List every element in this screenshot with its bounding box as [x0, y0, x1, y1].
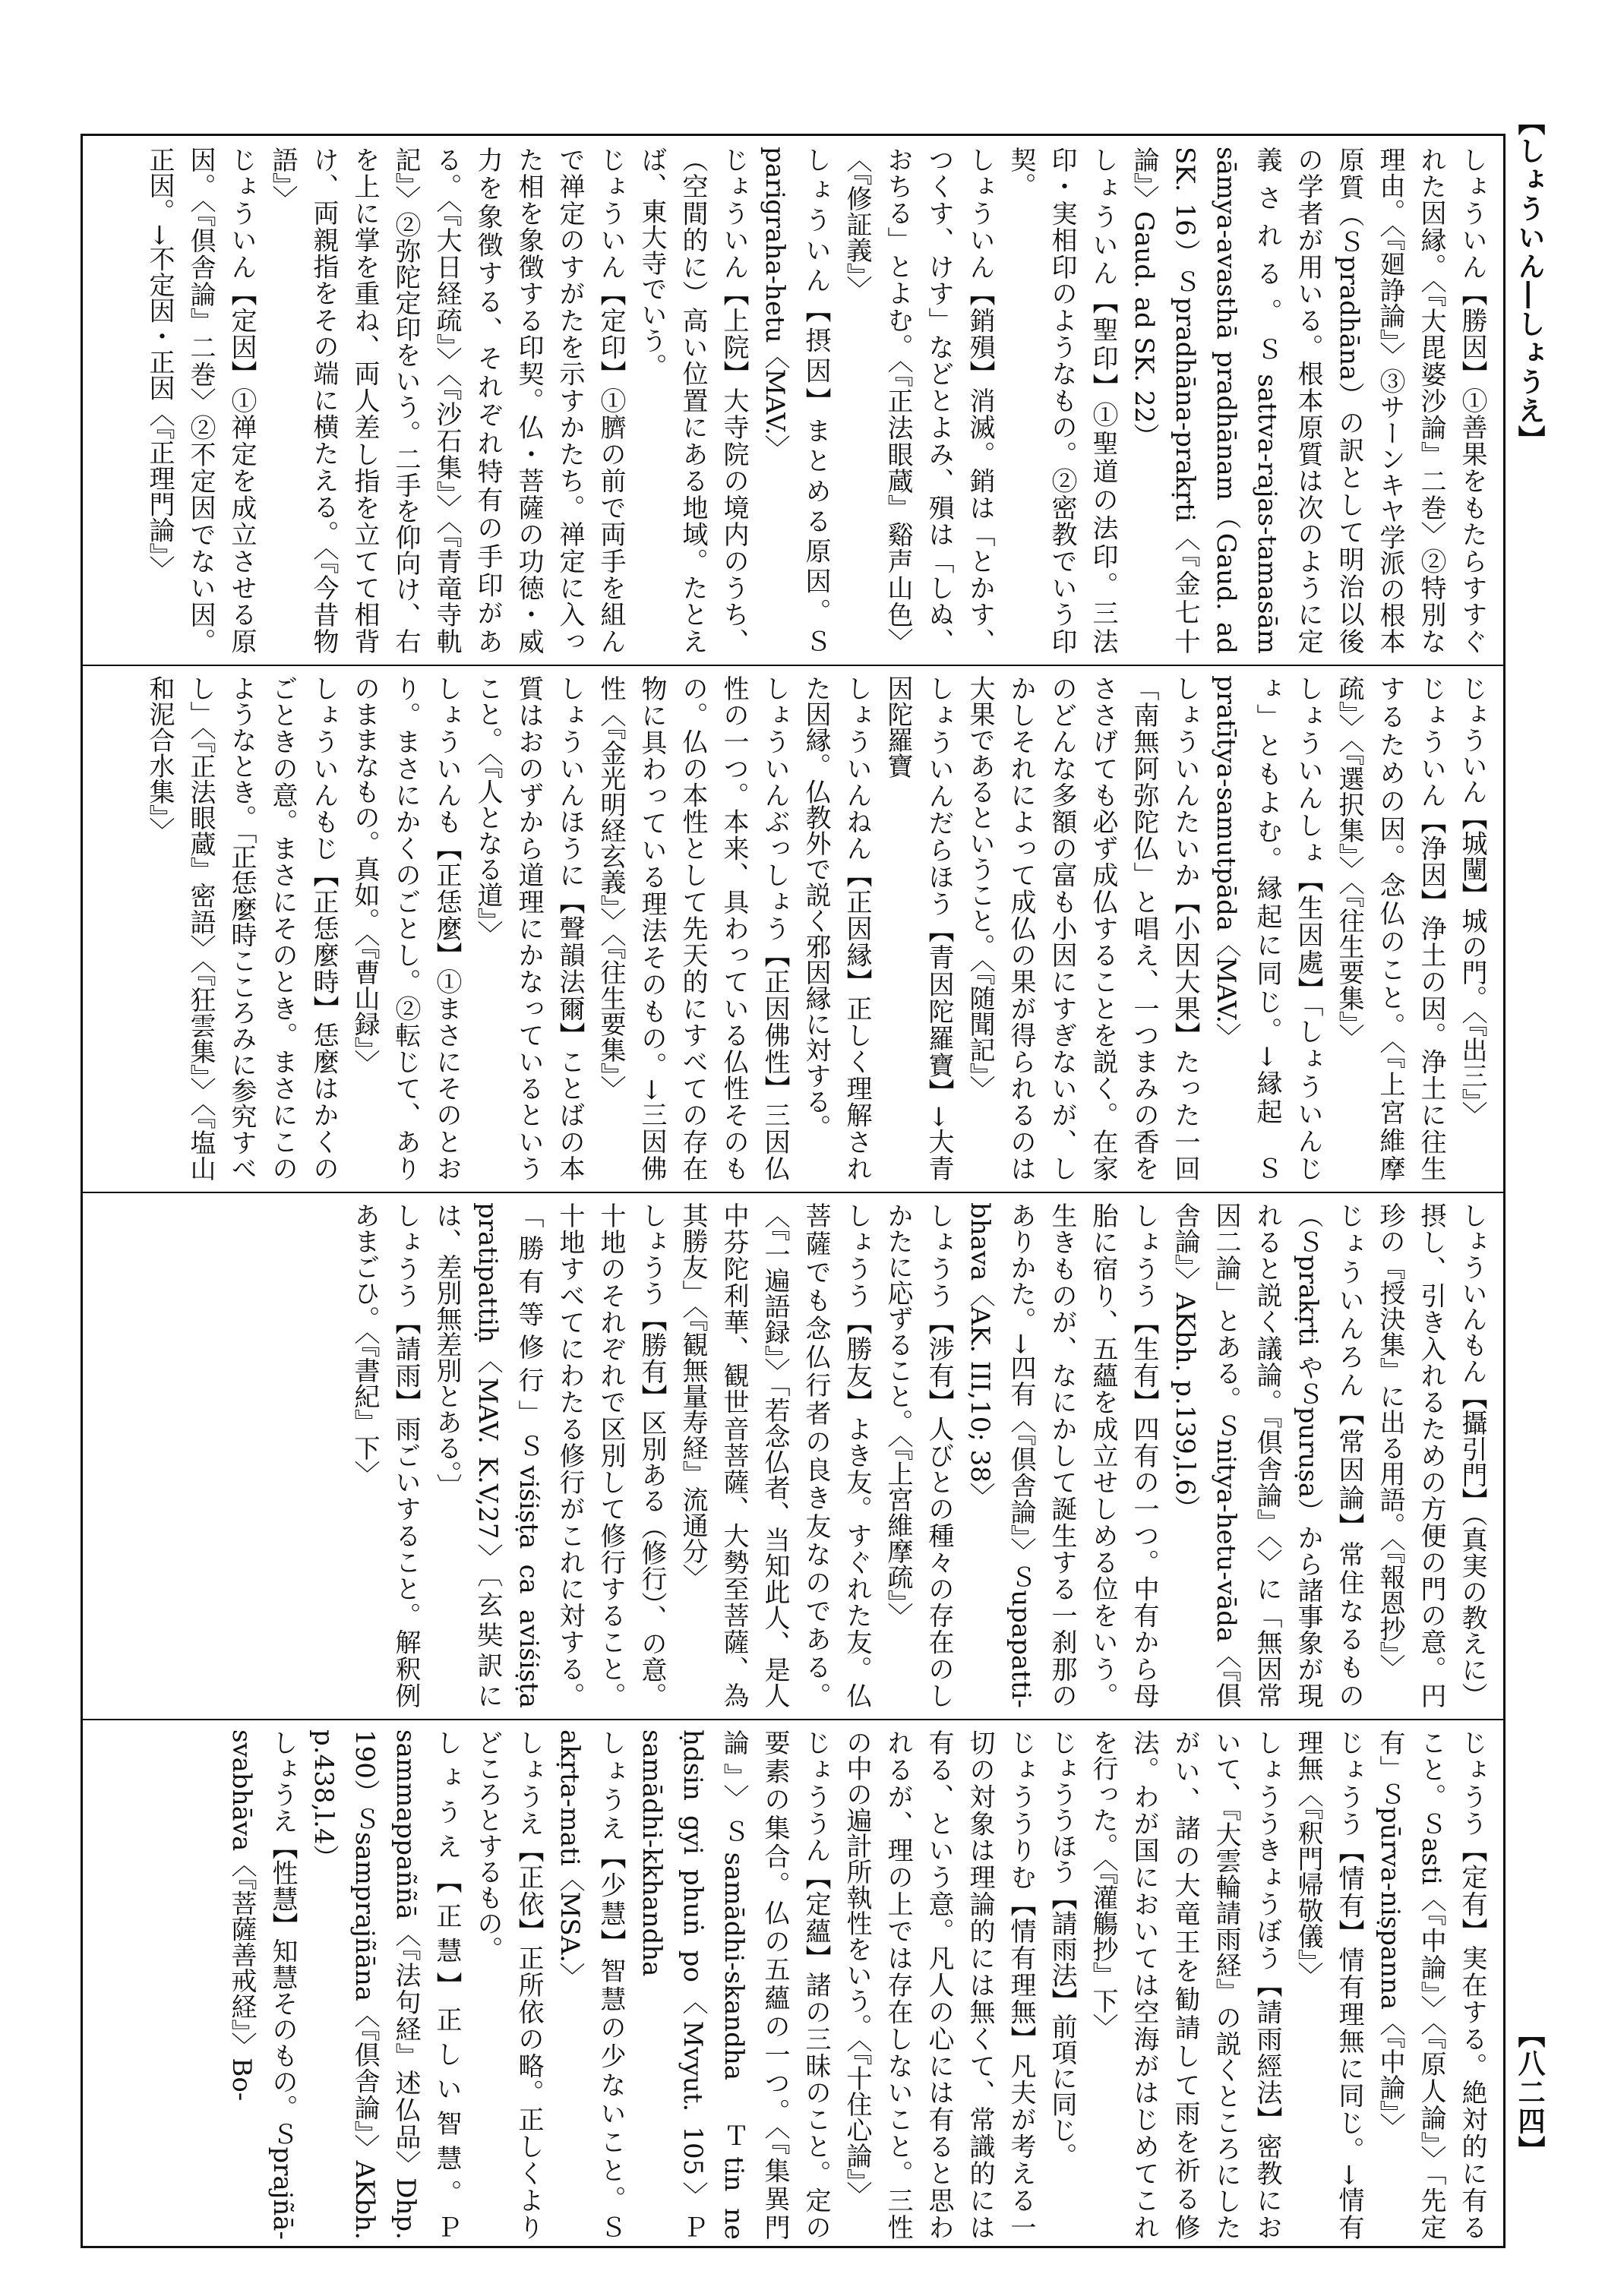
dictionary-entry: しょうう【生有】四有の一つ。中有から母胎に宿り、五蘊を成立せしめる位をいう。生きものが、なにかして誕生する一刹那のありかた。→四有〈『倶舎論』〉Ｓupapatti-bhava〈AK. III,10; 38〉	[965, 1202, 1159, 1708]
dictionary-entry: しょうう【請雨】雨ごいすること。解釈例あまごひ。〈『書紀』下〉	[349, 1202, 421, 1708]
dictionary-entry: しょういんも【正恁麼】①まさにそのとおり。まさにかくのごとし。②転じて、ありのままなもの。真如。〈『曹山録』〉	[349, 675, 462, 1181]
tier-4	[83, 1719, 1503, 2250]
dictionary-entry: じょううほう【請雨法】前項に同じ。	[1047, 1729, 1077, 2168]
tier-3	[83, 1192, 1503, 1719]
dictionary-entry: じょういん【定印】①臍の前で両手を組んで禅定のすがたを示すかたち。禅定に入った相を象徴する印契。仏・菩薩の功徳・威力を象徴する、それぞれ特有の手印がある。〈『大日経疏』〉〈『沙石集』〉〈『青竜寺軌記』〉②弥陀定印をいう。二手を仰向け、右を上に掌を重ね、両人差し指を立てて相背け、両親指をその端に横たえる。〈『今昔物語』〉	[267, 147, 626, 654]
running-head: 【しょういん―しょうえ】	[1514, 108, 1546, 454]
dictionary-entry: しょうえ【性慧】知慧そのもの。Ｓprajñā-svabhāva〈『菩薩善戒経』〉Bo-	[226, 1729, 298, 2240]
dictionary-entry: しょうえ【正慧】正しい智慧。Ｐsammappaññā〈『法句経』述仏品〉Dhp. 190）Ｓsamprajñāna〈『倶舎論』〉AKbh. p.438,l.4）	[308, 1729, 462, 2240]
dictionary-entry: しょういん【聖印】①聖道の法印。三法印・実相印のようなもの。②密教でいう印契。	[1006, 147, 1118, 654]
tier-1	[83, 136, 1503, 665]
dictionary-entry: しょうえ【正依】正所依の略。正しくよりどころとするもの。	[472, 1729, 544, 2240]
page-number: 【八二四】	[1514, 2020, 1546, 2165]
dictionary-entry: じょういんろん【常因論】常住なるもの（Ｓprakṛti やＳpuruṣa）から諸事象が現れると説く議論。『倶舎論』〈〉に「無因常因二論」とある。Ｓnitya-hetu-vāda〈『倶舎論』〉AKbh. p.139,l.6）	[1170, 1202, 1364, 1708]
dictionary-entry: じょうう【情有】情有理無に同じ。→情有理無〈『釈門帰敬儀』〉	[1293, 1729, 1364, 2240]
dictionary-entry: しょううきょうぼう【請雨經法】密教において、『大雲輪請雨経』の説くところにしたがい、諸の大竜王を勧請して雨を祈る修法。わが国においては空海がはじめてこれを行った。〈『灌觴抄』下〉	[1088, 1729, 1282, 2240]
dictionary-entry: しょういんぶっしょう【正因佛性】三因仏性の一つ。本来、具わっている仏性そのもの。仏の本性として先天的にすべての存在物に具わっている理法そのもの。→三因佛性〈『金光明経玄義』〉〈『往生要集』〉	[596, 675, 790, 1181]
dictionary-entry: じょうう【定有】実在する。絶対的に有ること。Ｓasti〈『中論』〉〈『原人論』〉「先定有」Ｓpūrva-niṣpanna〈『中論』〉	[1375, 1729, 1487, 2240]
dictionary-entry: しょういん【銷殞】消滅。銷は「とかす、つくす、けす」などとよみ、殞は「しぬ、おちる」とよむ。〈『正法眼蔵』谿声山色〉〈『修証義』〉	[842, 147, 995, 654]
dictionary-entry: しょうえ【少慧】智慧の少ないこと。Ｓakṛta-mati〈MSA.〉	[554, 1729, 626, 2240]
tier-3-text	[95, 1202, 1493, 1708]
dictionary-entry: じょういん【城闉】城の門。〈『出三』〉	[1457, 675, 1487, 1127]
tier-2	[83, 665, 1503, 1192]
dictionary-entry: じょういん【定因】①禅定を成立させる原因。〈『倶舎論』二巻〉②不定因でない因。正因。→不定因・正因〈『正理門論』〉	[144, 147, 257, 654]
dictionary-entry: しょういんねん【正因縁】正しく理解された因縁。仏教外で説く邪因縁に対する。	[801, 675, 872, 1181]
dictionary-entry: じょういん【浄因】浄土の因。浄土に往生するための因。念仏のこと。〈『上宮維摩疏』〉〈『選択集』〉〈『往生要集』〉	[1334, 675, 1446, 1181]
tier-2-text	[95, 675, 1493, 1181]
dictionary-entry: しょうう【勝有】区別ある（修行）、の意。十地のそれぞれで区別して修行すること。十地すべてにわたる修行がこれに対する。「勝有等修行」Ｓviśiṣṭa ca aviśiṣṭa pratipattiḥ〈MAV. K.V,27〉〔玄奘訳には、差別無差別とある。〕	[431, 1202, 667, 1708]
dictionary-entry: しょういんしょ【生因處】「しょういんじょ」ともよむ。縁起に同じ。→縁起 Ｓpratītya-samutpāda〈MAV.〉	[1211, 675, 1323, 1181]
dictionary-entry: じょういん【上院】大寺院の境内のうち、（空間的に）高い位置にある地域。たとえば、東大寺でいう。	[637, 147, 749, 654]
tier-4-text	[95, 1729, 1493, 2240]
dictionary-entry: しょういんたいか【小因大果】たった一回「南無阿弥陀仏」と唱え、一つまみの香をささげても必ず成仏することを説く。在家のどんな多額の富も小因にすぎないが、しかしそれによって成仏の果が得られるのは大果であるということ。〈『随聞記』〉	[965, 675, 1200, 1181]
dictionary-entry: しょうう【勝友】よき友。すぐれた友。仏菩薩でも念仏行者の良き友なのである。〈『一遍語録』〉「若念仏者、当知此人、是人中芬陀利華、観世音菩薩、大勢至菩薩、為其勝友」〈『観無量寿経』流通分〉	[678, 1202, 872, 1708]
dictionary-entry: しょういん【摂因】まとめる原因。Ｓparigraha-hetu〈MAV.〉	[760, 147, 831, 654]
dictionary-entry: じょううん【定蘊】諸の三昧のこと。定の要素の集合。仏の五蘊の一つ。〈『集異門論』〉Ｓsamādhi-skandha Ｔtin ne ḥdsin gyi phuṅ po〈Mvyut. 105〉Ｐsamādhi-kkhandha	[637, 1729, 831, 2240]
dictionary-entry: しょういんもん【攝引門】（真実の教えに）摂し、引き入れるための方便の門の意。円珍の『授決集』に出る用語。〈『報恩抄』〉	[1375, 1202, 1487, 1708]
page-frame	[81, 134, 1506, 2248]
dictionary-entry: しょういん【勝因】①善果をもたらすすぐれた因縁。〈『大毘婆沙論』二巻〉②特別な理由。〈『廻諍論』〉③サーンキヤ学派の根本原質（Ｓpradhāna）の訳として明治以後の学者が用いる。根本原質は次のように定義される。Ｓsattva-rajas-tamasām sāmya-avasthā pradhānam（Gaud. ad SK. 16）Ｓpradhāna-prakṛti〈『金七十論』〉Gaud. ad SK. 22）	[1129, 147, 1487, 654]
dictionary-entry: しょういんもじ【正恁麼時】恁麼はかくのごときの意。まさにそのとき。まさにこのようなとき。「正恁麼時こころみに参究すべし」〈『正法眼蔵』密語〉〈『狂雲集』〉〈『塩山和泥合水集』〉	[144, 675, 339, 1181]
dictionary-entry: しょういんほうに【聲韻法爾】ことばの本質はおのずから道理にかなっているということ。〈『人となる道』〉	[472, 675, 585, 1181]
dictionary-entry: しょういんだらほう【青因陀羅寶】→大青因陀羅寶	[883, 675, 954, 1181]
dictionary-entry: じょううりむ【情有理無】凡夫が考える一切の対象は理論的には無くて、常識的には有る、という意。凡人の心には有ると思われるが、理の上では存在しないこと。三性の中の遍計所執性をいう。〈『十住心論』〉	[842, 1729, 1036, 2240]
tier-1-text	[95, 147, 1493, 654]
dictionary-entry: しょうう【涉有】人びとの種々の存在のしかたに応ずること。〈『上宮維摩疏』〉	[883, 1202, 954, 1708]
